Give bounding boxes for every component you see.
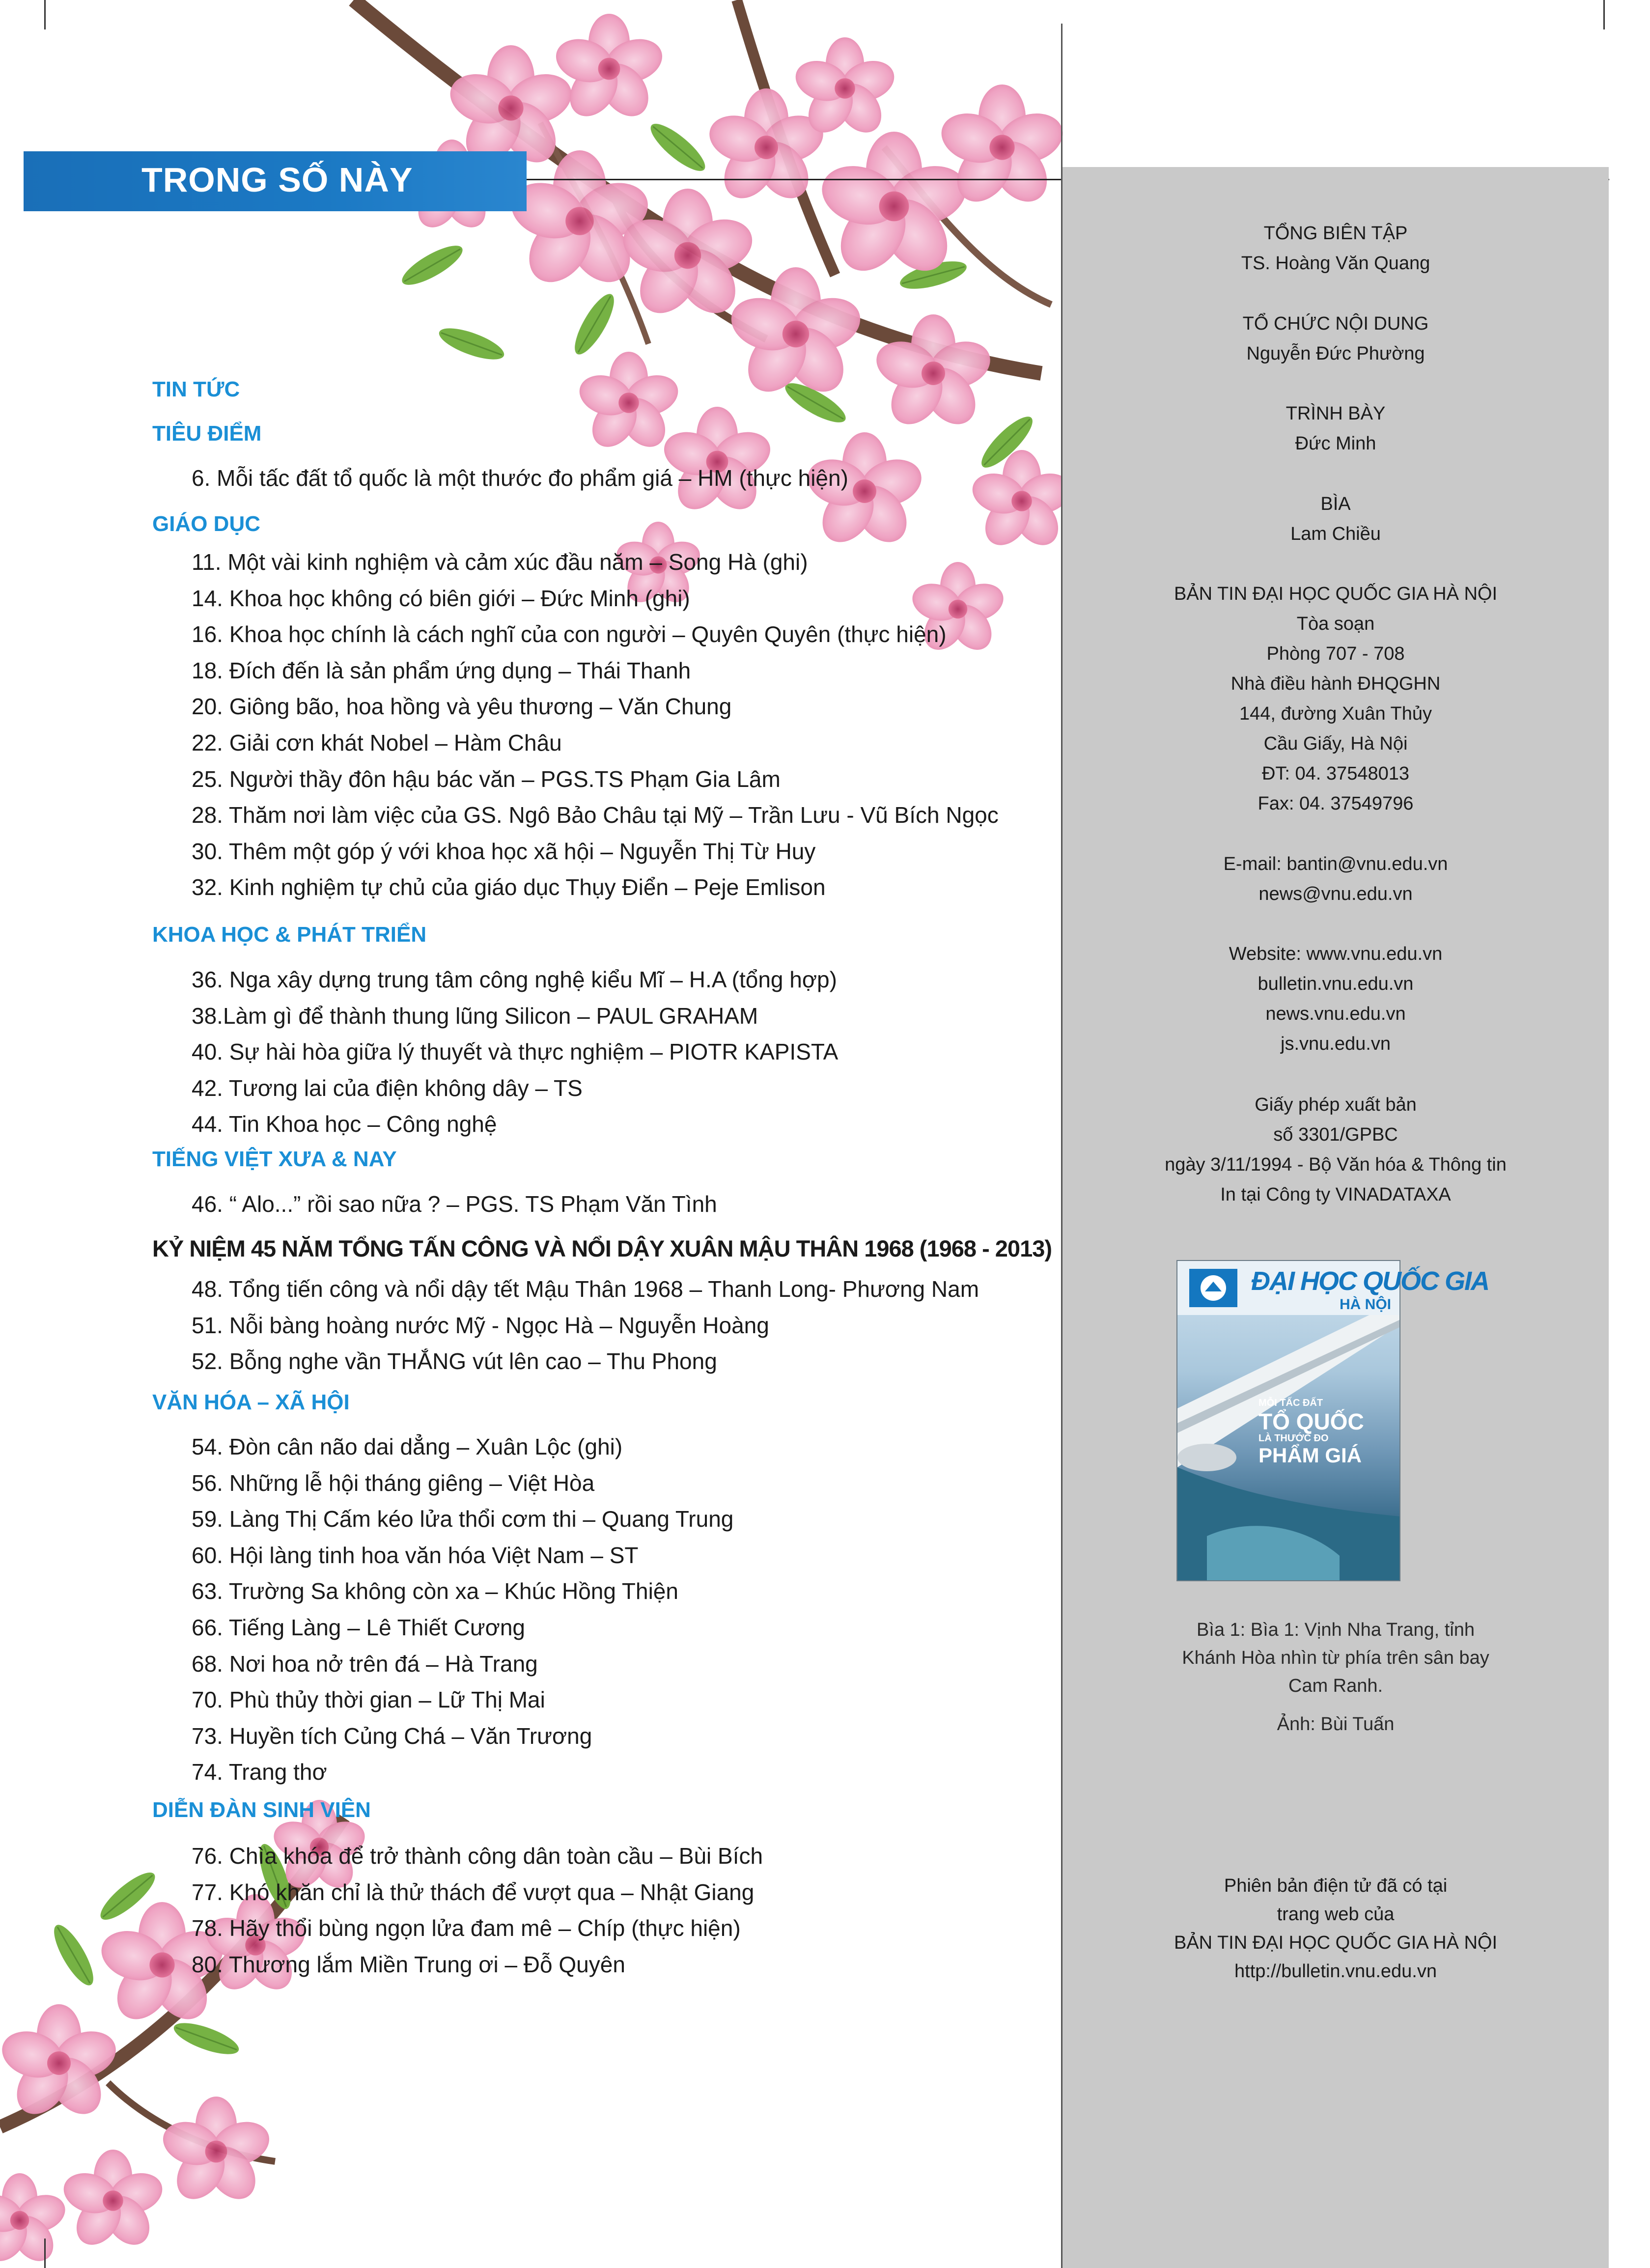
toc-item[interactable]: 32. Kinh nghiệm tự chủ của giáo dục Thụy Điển – Peje Emlison — [192, 874, 826, 900]
masthead-value: Lam Chiều — [1290, 524, 1381, 544]
office-line: Phòng 707 - 708 — [1266, 644, 1405, 664]
toc-item[interactable]: 48. Tổng tiến công và nổi dậy tết Mậu Thân 1968 – Thanh Long- Phương Nam — [192, 1276, 979, 1302]
masthead-cover — [1063, 489, 1609, 549]
toc-item[interactable]: 70. Phù thủy thời gian – Lữ Thị Mai — [192, 1687, 545, 1712]
license-line: ngày 3/11/1994 - Bộ Văn hóa & Thông tin — [1165, 1154, 1507, 1175]
email-line[interactable]: E-mail: bantin@vnu.edu.vn — [1223, 854, 1448, 874]
toc-item[interactable]: 74. Trang thơ — [192, 1759, 327, 1785]
toc-item[interactable]: 42. Tương lai của điện không dây – TS — [192, 1075, 583, 1101]
masthead-email — [1063, 849, 1609, 909]
toc-section-tin-tuc: TIN TỨC — [152, 377, 240, 401]
toc-section-khoa-hoc: KHOA HỌC & PHÁT TRIỂN — [152, 923, 427, 947]
office-line: Nhà điều hành ĐHQGHN — [1231, 673, 1441, 694]
masthead-label: TRÌNH BÀY — [1286, 403, 1386, 424]
toc-section-ky-niem: KỶ NIỆM 45 NĂM TỔNG TẤN CÔNG VÀ NỔI DẬY XUÂN MẬU THÂN 1968 (1968 - 2013) — [152, 1235, 1052, 1261]
toc-item[interactable]: 38.Làm gì để thành thung lũng Silicon – PAUL GRAHAM — [192, 1003, 758, 1029]
toc-item[interactable]: 20. Giông bão, hoa hồng và yêu thương – Văn Chung — [192, 694, 732, 719]
office-line: BẢN TIN ĐẠI HỌC QUỐC GIA HÀ NỘI — [1174, 584, 1498, 604]
toc-item[interactable]: 14. Khoa học không có biên giới – Đức Minh (ghi) — [192, 586, 690, 611]
online-edition — [1063, 1872, 1609, 1986]
masthead-value: Nguyễn Đức Phường — [1246, 343, 1425, 364]
cover-title: ĐẠI HỌC QUỐC GIA — [1251, 1266, 1489, 1296]
toc-item[interactable]: 77. Khó khăn chỉ là thử thách để vượt qua – Nhật Giang — [192, 1879, 755, 1905]
cover-headline-3: LÀ THƯỚC ĐO — [1258, 1433, 1329, 1444]
toc-section-tieu-diem: TIÊU ĐIỂM — [152, 421, 262, 446]
cover-headline-1: MỖI TẤC ĐẤT — [1258, 1398, 1323, 1408]
crop-mark — [1603, 0, 1605, 29]
office-line: ĐT: 04. 37548013 — [1261, 763, 1409, 784]
cover-caption — [1063, 1616, 1609, 1700]
toc-item[interactable]: 76. Chìa khóa để trở thành công dân toàn cầu – Bùi Bích — [192, 1843, 763, 1869]
toc-item[interactable]: 22. Giải cơn khát Nobel – Hàm Châu — [192, 730, 562, 756]
website-line[interactable]: js.vnu.edu.vn — [1281, 1034, 1391, 1054]
toc-item[interactable]: 52. Bỗng nghe vần THẮNG vút lên cao – Thu Phong — [192, 1348, 717, 1374]
masthead-label: BÌA — [1320, 494, 1351, 514]
masthead-license — [1063, 1090, 1609, 1210]
toc-item[interactable]: 6. Mỗi tấc đất tổ quốc là một thước đo phẩm giá – HM (thực hiện) — [192, 465, 848, 491]
toc-item[interactable]: 40. Sự hài hòa giữa lý thuyết và thực nghiệm – PIOTR KAPISTA — [192, 1039, 839, 1064]
email-line[interactable]: news@vnu.edu.vn — [1258, 884, 1413, 904]
toc-item[interactable]: 73. Huyền tích Củng Chá – Văn Trương — [192, 1723, 592, 1749]
toc-item[interactable]: 18. Đích đến là sản phẩm ứng dụng – Thái Thanh — [192, 658, 691, 683]
masthead-label: TỔNG BIÊN TẬP — [1263, 223, 1408, 244]
toc-item[interactable]: 54. Đòn cân não dai dẳng – Xuân Lộc (ghi) — [192, 1434, 623, 1459]
office-line: Fax: 04. 37549796 — [1258, 793, 1414, 814]
online-line[interactable]: http://bulletin.vnu.edu.vn — [1234, 1961, 1437, 1982]
website-line[interactable]: bulletin.vnu.edu.vn — [1258, 974, 1414, 994]
online-line: Phiên bản điện tử đã có tại — [1224, 1876, 1448, 1896]
masthead-content — [1063, 309, 1609, 369]
photo-credit: Ảnh: Bùi Tuấn — [1277, 1714, 1395, 1735]
crop-mark — [44, 2239, 46, 2268]
toc-item[interactable]: 28. Thăm nơi làm việc của GS. Ngô Bảo Châu tại Mỹ – Trần Lưu - Vũ Bích Ngọc — [192, 802, 999, 828]
masthead-website — [1063, 939, 1609, 1059]
office-line: Tòa soạn — [1296, 614, 1375, 634]
toc-section-dien-dan: DIỄN ĐÀN SINH VIÊN — [152, 1798, 371, 1822]
masthead-value: TS. Hoàng Văn Quang — [1241, 253, 1430, 274]
toc-item[interactable]: 11. Một vài kinh nghiệm và cảm xúc đầu năm – Song Hà (ghi) — [192, 549, 808, 575]
caption-line: Cam Ranh. — [1288, 1676, 1383, 1696]
crop-mark — [44, 0, 46, 29]
cover-headline-4: PHẨM GIÁ — [1258, 1444, 1362, 1467]
toc-item[interactable]: 46. “ Alo...” rồi sao nữa ? – PGS. TS Phạm Văn Tình — [192, 1191, 717, 1217]
toc-item[interactable]: 56. Những lễ hội tháng giêng – Việt Hòa — [192, 1470, 595, 1496]
magazine-cover-thumbnail — [1176, 1260, 1489, 1581]
online-line: BẢN TIN ĐẠI HỌC QUỐC GIA HÀ NỘI — [1174, 1932, 1498, 1953]
toc-item[interactable]: 44. Tin Khoa học – Công nghệ — [192, 1111, 497, 1137]
cover-subtitle: HÀ NỘI — [1340, 1296, 1391, 1313]
toc-item[interactable]: 80. Thương lắm Miền Trung ơi – Đỗ Quyên — [192, 1952, 625, 1977]
toc-item[interactable]: 25. Người thầy đôn hậu bác văn – PGS.TS Phạm Gia Lâm — [192, 766, 781, 792]
online-line: trang web của — [1277, 1904, 1395, 1925]
cover-headline-2: TỔ QUỐC — [1258, 1409, 1364, 1434]
toc-item[interactable]: 36. Nga xây dựng trung tâm công nghệ kiểu Mĩ – H.A (tổng hợp) — [192, 967, 837, 992]
masthead-editor — [1063, 219, 1609, 279]
header-banner — [24, 151, 527, 211]
toc-section-giao-duc: GIÁO DỤC — [152, 512, 260, 536]
toc-item[interactable]: 68. Nơi hoa nở trên đá – Hà Trang — [192, 1651, 538, 1677]
university-logo-icon — [1186, 1267, 1240, 1309]
masthead-value: Đức Minh — [1295, 433, 1376, 454]
masthead-office — [1063, 579, 1609, 819]
toc-item[interactable]: 60. Hội làng tinh hoa văn hóa Việt Nam – ST — [192, 1542, 639, 1568]
office-line: 144, đường Xuân Thủy — [1239, 703, 1432, 724]
page-title: TRONG SỐ NÀY — [141, 161, 413, 199]
caption-line: Khánh Hòa nhìn từ phía trên sân bay — [1182, 1648, 1489, 1668]
toc-item[interactable]: 16. Khoa học chính là cách nghĩ của con người – Quyên Quyên (thực hiện) — [192, 621, 947, 647]
website-line[interactable]: news.vnu.edu.vn — [1265, 1004, 1406, 1024]
masthead-layout — [1063, 399, 1609, 459]
toc-item[interactable]: 51. Nỗi bàng hoàng nước Mỹ - Ngọc Hà – Nguyễn Hoàng — [192, 1313, 769, 1338]
caption-line: Bìa 1: Bìa 1: Vịnh Nha Trang, tỉnh — [1196, 1620, 1475, 1640]
license-line: số 3301/GPBC — [1273, 1124, 1398, 1145]
toc-item[interactable]: 59. Làng Thị Cấm kéo lửa thổi cơm thi – Quang Trung — [192, 1506, 734, 1532]
license-line: In tại Công ty VINADATAXA — [1220, 1184, 1451, 1205]
toc-section-van-hoa: VĂN HÓA – XÃ HỘI — [152, 1390, 350, 1414]
license-line: Giấy phép xuất bản — [1255, 1094, 1417, 1115]
website-line[interactable]: Website: www.vnu.edu.vn — [1229, 944, 1443, 964]
toc-section-tieng-viet: TIẾNG VIỆT XƯA & NAY — [152, 1147, 397, 1171]
toc-item[interactable]: 78. Hãy thổi bùng ngọn lửa đam mê – Chíp (thực hiện) — [192, 1915, 741, 1941]
toc-item[interactable]: 30. Thêm một góp ý với khoa học xã hội – Nguyễn Thị Từ Huy — [192, 839, 816, 864]
toc-item[interactable]: 66. Tiếng Làng – Lê Thiết Cương — [192, 1615, 526, 1640]
office-line: Cầu Giấy, Hà Nội — [1263, 733, 1408, 754]
masthead-label: TỔ CHỨC NỘI DUNG — [1242, 313, 1429, 334]
toc-item[interactable]: 63. Trường Sa không còn xa – Khúc Hồng Thiện — [192, 1578, 678, 1604]
